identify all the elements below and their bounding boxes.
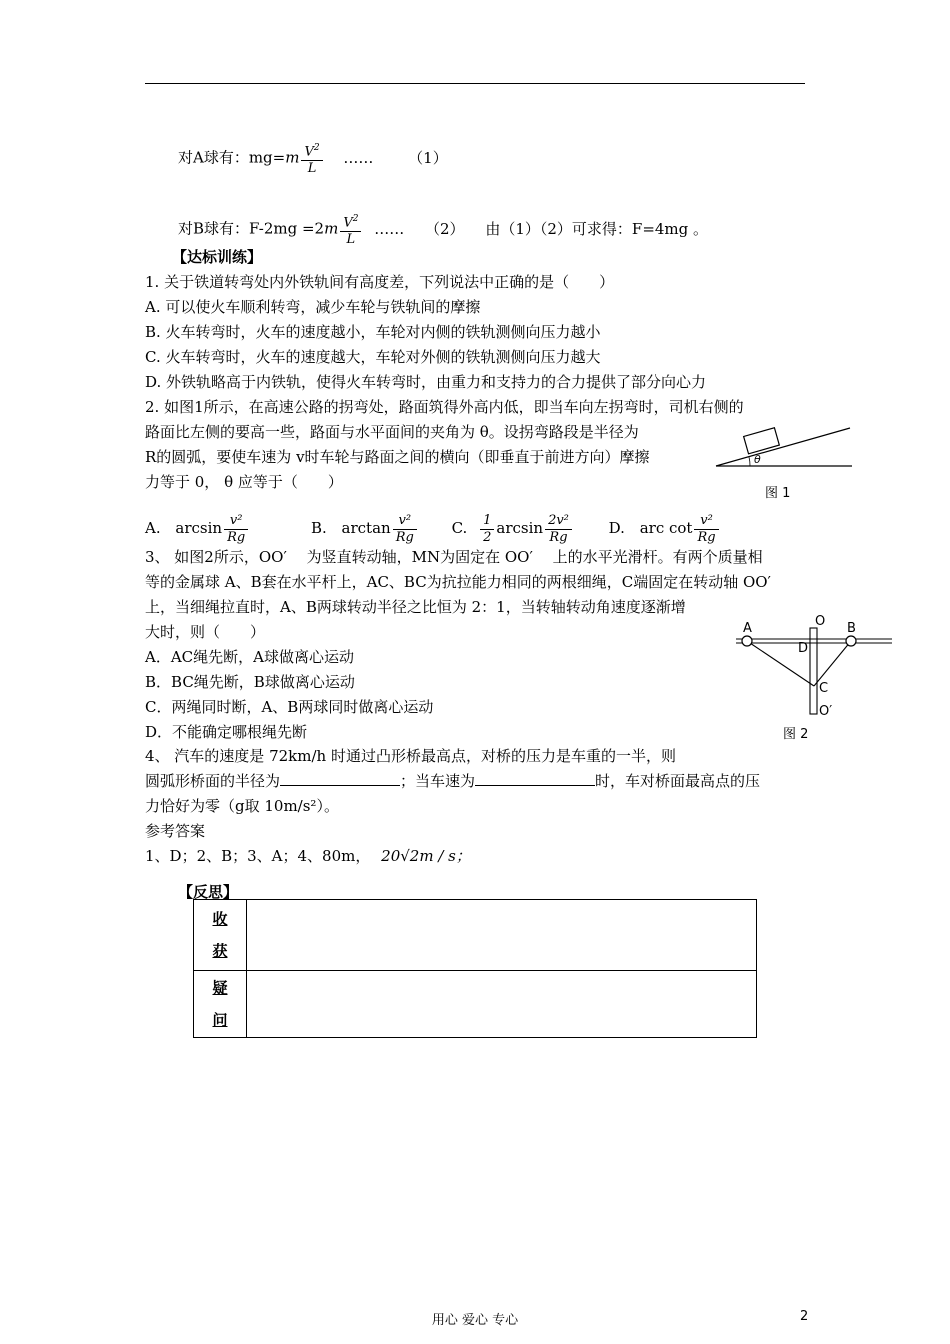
figure-2-point-d: D [798, 641, 809, 656]
q2-option-c-fn: arcsin [496, 519, 544, 537]
solution-b-dots: …… [374, 219, 405, 238]
q4-line3: 力恰好为零（g取 10m/s²）。 [145, 797, 339, 815]
figure-2-point-b: B [847, 621, 856, 636]
page-number: 2 [800, 1309, 809, 1324]
q2-option-a-frac [224, 513, 248, 546]
q2-option-c-half-den: 2 [483, 529, 492, 545]
q3-option-d: D．不能确定哪根绳先断 [145, 723, 308, 741]
q3-line4: 大时，则（ ） [145, 623, 266, 641]
q1-stem: 1. 关于铁道转弯处内外铁轨间有高度差，下列说法中正确的是（ ） [145, 273, 615, 291]
answers-title: 参考答案 [145, 822, 206, 840]
figure-1-label: 图 1 [765, 486, 791, 501]
reflection-label-gain-2: 获 [212, 942, 228, 960]
reflection-table [193, 899, 757, 1038]
solution-b-sup: 2 [352, 214, 359, 224]
q2-option-a [145, 512, 255, 545]
solution-b-conclusion: 由（1）（2）可求得：F=4mg 。 [485, 219, 709, 238]
q1-option-d: D. 外铁轨略高于内铁轨，使得火车转弯时，由重力和支持力的合力提供了部分向心力 [145, 373, 707, 391]
q1-option-b: B. 火车转弯时，火车的速度越小，车轮对内侧的铁轨测侧向压力越小 [145, 323, 601, 341]
answers-line [145, 846, 471, 866]
q4-line2 [145, 771, 760, 791]
figure-2-rotation [734, 624, 894, 720]
q2-line4: 力等于 0， θ 应等于（ ） [145, 473, 343, 491]
reflection-field-question[interactable] [247, 971, 757, 1038]
q3-option-b: B．BC绳先断，B球做离心运动 [145, 673, 355, 691]
q2-option-d-frac [694, 513, 718, 546]
solution-a-den: L [307, 161, 317, 177]
q2-option-b-num: v² [393, 513, 417, 530]
figure-2-point-c: C [819, 681, 829, 696]
q2-option-a-den: Rg [227, 529, 246, 545]
solution-b-den: L [346, 232, 356, 248]
q2-option-a-num: v² [224, 513, 248, 530]
answers-text: 1、D；2、B；3、A；4、80m， [145, 847, 371, 865]
q3-line3: 上，当细绳拉直时，A、B两球转动半径之比恒为 2：1，当转轴转动角速度逐渐增 [145, 598, 686, 616]
figure-2-point-a: A [743, 621, 752, 636]
reflection-title: 【反思】 [178, 883, 239, 901]
reflection-label-gain [194, 900, 247, 971]
q3-line1: 3、 如图2所示，OO′ 为竖直转动轴，MN为固定在 OO′ 上的水平光滑杆。有两个质量相 [145, 548, 763, 566]
solution-b-m: m [324, 219, 339, 238]
figure-1-incline [714, 418, 854, 470]
q2-option-b-den: Rg [395, 529, 414, 545]
q4-line2-c: 时，车对桥面最高点的压 [595, 772, 761, 790]
q2-line2: 路面比左侧的要高一些，路面与水平面间的夹角为 θ。设拐弯路段是半径为 [145, 423, 639, 441]
answers-formula: 20√2m / s； [381, 847, 471, 865]
q4-line2-a: 圆弧形桥面的半径为 [145, 772, 281, 790]
q1-option-c: C. 火车转弯时，火车的速度越大，车轮对外侧的铁轨测侧向压力越大 [145, 348, 601, 366]
solution-a-sup: 2 [313, 143, 320, 153]
solution-b-fraction [340, 211, 361, 248]
q2-option-c-frac [545, 513, 572, 546]
solution-b-num: V [343, 215, 353, 231]
q3-option-a: A．AC绳先断，A球做离心运动 [145, 648, 354, 666]
q3-option-c: C．两绳同时断，A、B两球同时做离心运动 [145, 698, 434, 716]
figure-2-point-o-prime: O′ [819, 704, 833, 719]
solution-line-a [178, 140, 448, 177]
q1-option-a: A. 可以使火车顺利转弯，减少车轮与铁轨间的摩擦 [145, 298, 481, 316]
reflection-label-question-1: 疑 [212, 979, 228, 997]
footer-motto: 用心 爱心 专心 [431, 1313, 519, 1328]
figure-2-point-o: O [815, 614, 826, 629]
solution-a-dots: …… [343, 148, 374, 167]
solution-a-eq: （1） [408, 148, 448, 167]
solution-b-eq: （2） [425, 219, 465, 238]
q2-option-b-label: B. [310, 519, 327, 537]
reflection-field-gain[interactable] [247, 900, 757, 971]
q4-line1: 4、 汽车的速度是 72km/h 时通过凸形桥最高点，对桥的压力是车重的一半，则 [145, 747, 676, 765]
figure-1-angle: θ [754, 453, 761, 466]
q4-line2-b: ；当车速为 [400, 772, 476, 790]
q2-option-c-half [480, 513, 494, 546]
reflection-label-question-2: 问 [212, 1011, 228, 1029]
q2-option-d-label: D. [608, 519, 625, 537]
q2-line1: 2. 如图1所示，在高速公路的拐弯处，路面筑得外高内低，即当车向左拐弯时，司机右侧的 [145, 398, 744, 416]
figure-2-label: 图 2 [783, 727, 809, 742]
section-title: 【达标训练】 [172, 248, 263, 266]
q2-option-c-half-num: 1 [480, 513, 494, 530]
reflection-row-gain [194, 900, 757, 971]
q2-line3: R的圆弧，要使车速为 v时车轮与路面之间的横向（即垂直于前进方向）摩擦 [145, 448, 650, 466]
q4-blank-radius[interactable] [280, 771, 400, 786]
reflection-label-gain-1: 收 [212, 910, 228, 928]
q2-option-c [451, 512, 579, 545]
q2-option-d-fn: arc cot [639, 519, 693, 537]
q2-option-c-num: 2v² [545, 513, 572, 530]
q2-option-c-den: Rg [549, 529, 568, 545]
q3-line2: 等的金属球 A、B套在水平杆上，AC、BC为抗拉能力相同的两根细绳，C端固定在转动轴 OO′ [145, 573, 771, 591]
reflection-row-question [194, 971, 757, 1038]
q2-option-d-num: v² [694, 513, 718, 530]
q2-option-a-label: A. [145, 519, 161, 537]
q2-option-d-den: Rg [697, 529, 716, 545]
q2-option-b-fn: arctan [341, 519, 391, 537]
q2-option-b [310, 512, 424, 545]
header-rule [145, 83, 805, 84]
solution-a-prefix: 对A球有：mg= [178, 148, 286, 167]
q4-blank-speed[interactable] [475, 771, 595, 786]
solution-b-prefix: 对B球有：F-2mg =2 [178, 219, 325, 238]
q2-option-d [608, 512, 721, 545]
reflection-label-question [194, 971, 247, 1038]
solution-a-m: m [285, 148, 300, 167]
solution-a-fraction [301, 140, 322, 177]
solution-a-num: V [304, 144, 314, 160]
solution-line-b [178, 211, 708, 248]
q2-option-a-fn: arcsin [175, 519, 223, 537]
q2-option-b-frac [393, 513, 417, 546]
q2-options [145, 509, 721, 547]
q2-option-c-label: C. [451, 519, 468, 537]
